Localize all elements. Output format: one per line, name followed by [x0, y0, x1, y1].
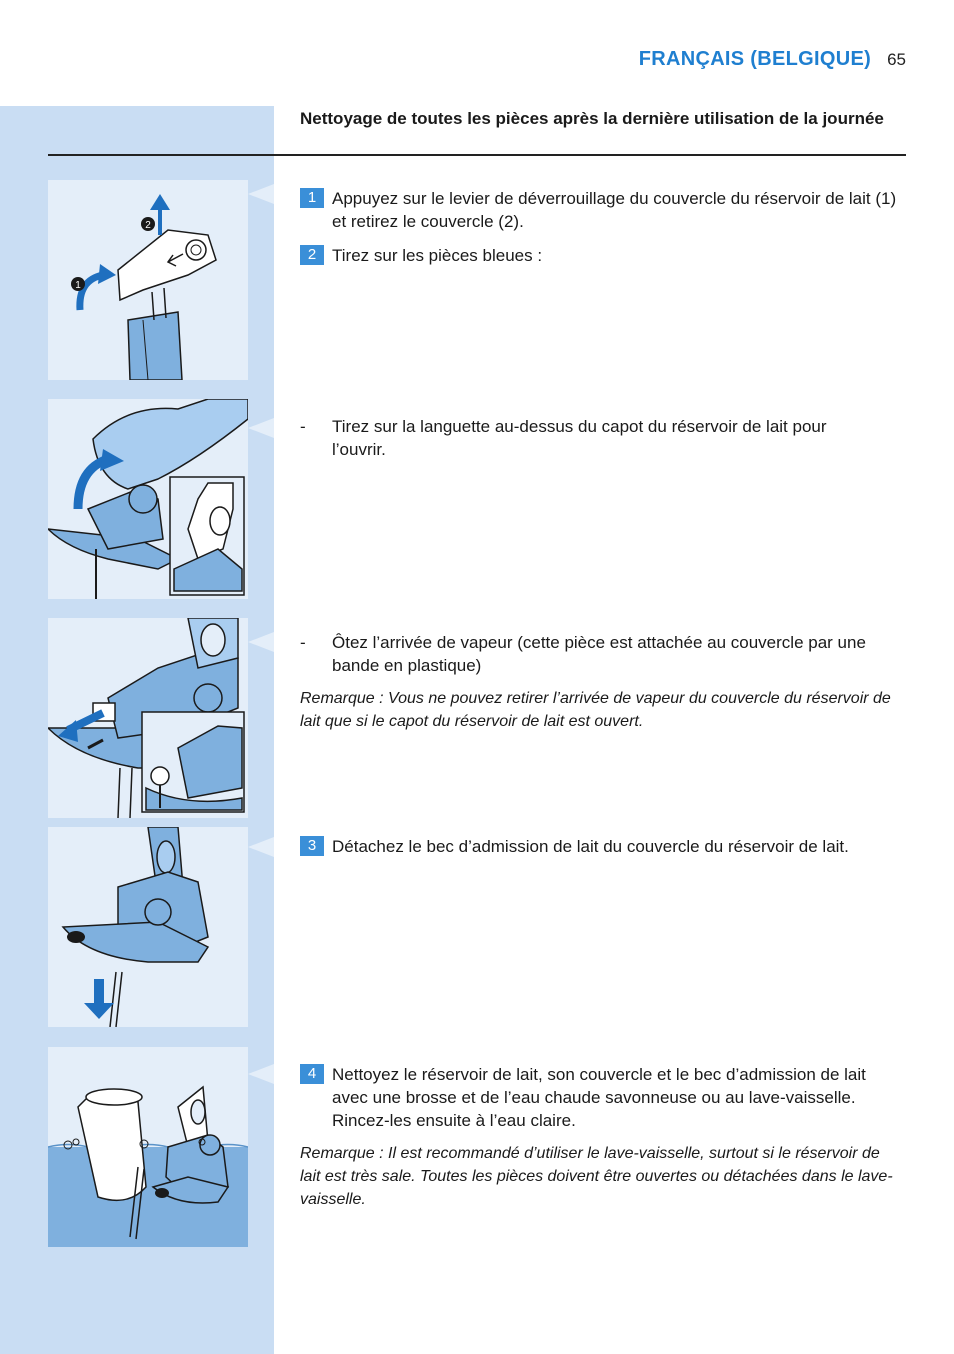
step-text: Nettoyez le réservoir de lait, son couvercle et le bec d’admission de lait avec une brosse et de l’eau chaude savonneuse ou au lave-vaisselle. Rincez-les ensuite à l’eau claire.: [332, 1065, 866, 1130]
note-dishwasher: Remarque : Il est recommandé d’utiliser le lave-vaisselle, surtout si le réservoir de lait est très sale. Toutes les pièces doivent être ouvertes ou détachées dans le lave-vaisselle.: [300, 1145, 893, 1208]
bullet-dash: -: [300, 633, 306, 652]
step-4: [300, 1063, 870, 1132]
panel-pointer: [248, 837, 274, 857]
page-header: [639, 48, 906, 71]
panel-pointer: [248, 418, 274, 438]
step-text: Appuyez sur le levier de déverrouillage du couvercle du réservoir de lait (1) et retirez le couvercle (2).: [332, 189, 897, 231]
panel-pointer: [248, 184, 274, 204]
bullet-steam-inlet: [300, 631, 906, 677]
illustration-open-cover: [48, 399, 248, 599]
step-3: [300, 835, 906, 858]
bullet-dash: -: [300, 417, 306, 436]
step-badge: 2: [300, 245, 324, 265]
note-steam-inlet: Remarque : Vous ne pouvez retirer l’arrivée de vapeur du couvercle du réservoir de lait que si le capot du réservoir de lait est ouvert.: [300, 690, 891, 730]
section-title: Nettoyage de toutes les pièces après la dernière utilisation de la journée: [300, 109, 884, 128]
step-1: [300, 187, 906, 233]
illustration-remove-steam-inlet: [48, 618, 248, 818]
step-badge: 1: [300, 188, 324, 208]
illustration-washing: [48, 1047, 248, 1247]
marker-1-label: 1: [75, 280, 81, 291]
step-badge: 3: [300, 836, 324, 856]
step-badge: 4: [300, 1064, 324, 1084]
bullet-text: Ôtez l’arrivée de vapeur (cette pièce est attachée au couvercle par une bande en plastique): [332, 633, 866, 675]
bullet-text: Tirez sur la languette au-dessus du capot du réservoir de lait pour l’ouvrir.: [332, 417, 827, 459]
step-text: Détachez le bec d’admission de lait du couvercle du réservoir de lait.: [332, 837, 849, 856]
step-text: Tirez sur les pièces bleues :: [332, 246, 543, 265]
page-number: 65: [887, 50, 906, 69]
step-2: [300, 244, 906, 267]
title-rule: [48, 154, 906, 156]
marker-2-label: 2: [145, 220, 151, 231]
panel-pointer: [248, 632, 274, 652]
illustration-detach-milk-spout: [48, 827, 248, 1027]
language-heading: FRANÇAIS (BELGIQUE): [638, 48, 872, 70]
illustration-remove-lid: [48, 180, 248, 380]
bullet-open-cover: [300, 415, 880, 461]
panel-pointer: [248, 1064, 274, 1084]
